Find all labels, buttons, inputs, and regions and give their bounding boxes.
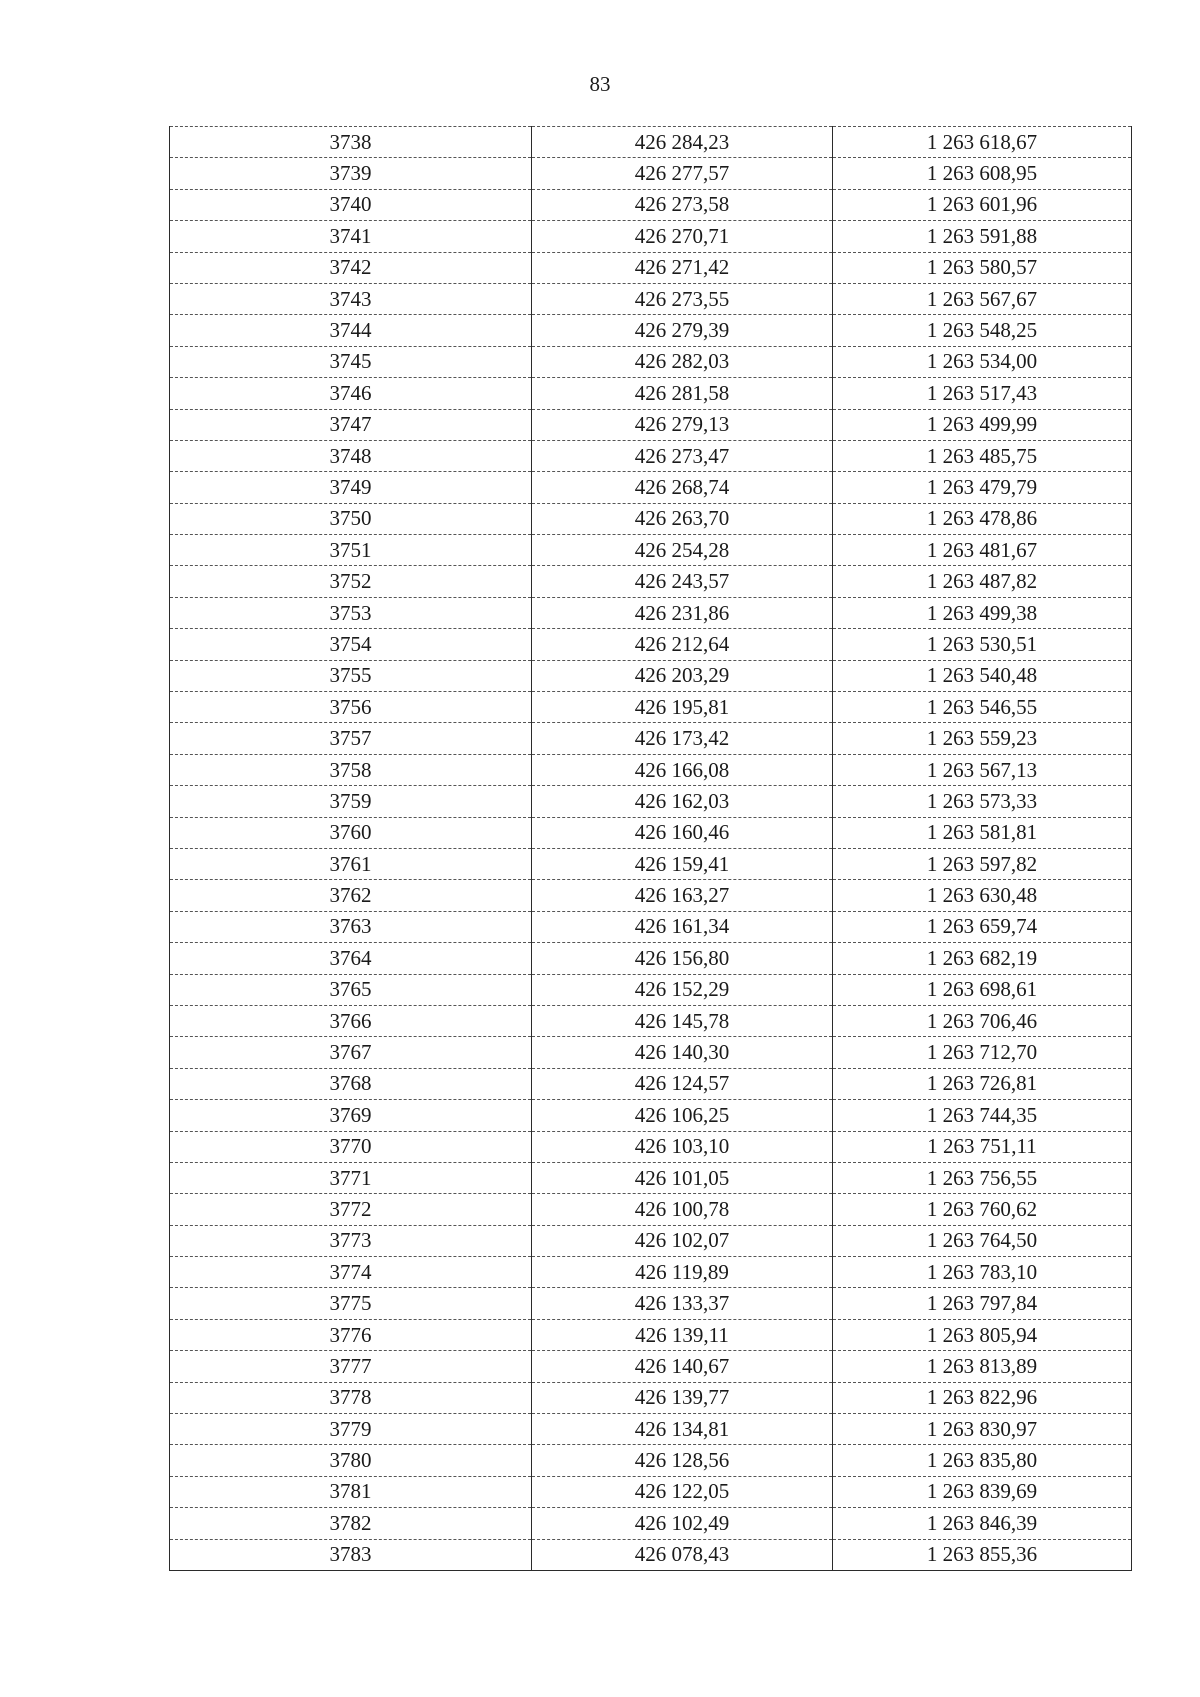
y-coordinate-cell: 1 263 630,48 [833,880,1132,911]
point-number-cell: 3740 [170,189,532,220]
y-coordinate-cell: 1 263 855,36 [833,1539,1132,1570]
point-number-cell: 3754 [170,629,532,660]
point-number-cell: 3781 [170,1476,532,1507]
x-coordinate-cell: 426 119,89 [532,1257,833,1288]
y-coordinate-cell: 1 263 601,96 [833,189,1132,220]
y-coordinate-cell: 1 263 805,94 [833,1319,1132,1350]
x-coordinate-cell: 426 078,43 [532,1539,833,1570]
y-coordinate-cell: 1 263 478,86 [833,503,1132,534]
x-coordinate-cell: 426 273,55 [532,283,833,314]
point-number-cell: 3750 [170,503,532,534]
y-coordinate-cell: 1 263 567,13 [833,754,1132,785]
point-number-cell: 3739 [170,158,532,189]
table-row [170,221,1132,252]
y-coordinate-cell: 1 263 580,57 [833,252,1132,283]
table-row [170,1476,1132,1507]
y-coordinate-cell: 1 263 499,99 [833,409,1132,440]
table-row [170,1382,1132,1413]
point-number-cell: 3773 [170,1225,532,1256]
point-number-cell: 3738 [170,127,532,158]
table-row [170,692,1132,723]
point-number-cell: 3741 [170,221,532,252]
x-coordinate-cell: 426 268,74 [532,472,833,503]
y-coordinate-cell: 1 263 567,67 [833,283,1132,314]
point-number-cell: 3783 [170,1539,532,1570]
point-number-cell: 3744 [170,315,532,346]
x-coordinate-cell: 426 203,29 [532,660,833,691]
x-coordinate-cell: 426 273,58 [532,189,833,220]
table-row [170,943,1132,974]
point-number-cell: 3765 [170,974,532,1005]
table-row [170,848,1132,879]
x-coordinate-cell: 426 284,23 [532,127,833,158]
table-row [170,1225,1132,1256]
table-row [170,1539,1132,1570]
table-row [170,660,1132,691]
x-coordinate-cell: 426 102,49 [532,1508,833,1539]
y-coordinate-cell: 1 263 517,43 [833,378,1132,409]
table-row [170,1445,1132,1476]
x-coordinate-cell: 426 156,80 [532,943,833,974]
x-coordinate-cell: 426 160,46 [532,817,833,848]
y-coordinate-cell: 1 263 764,50 [833,1225,1132,1256]
y-coordinate-cell: 1 263 846,39 [833,1508,1132,1539]
point-number-cell: 3748 [170,440,532,471]
point-number-cell: 3775 [170,1288,532,1319]
point-number-cell: 3749 [170,472,532,503]
point-number-cell: 3743 [170,283,532,314]
table-row [170,409,1132,440]
x-coordinate-cell: 426 271,42 [532,252,833,283]
point-number-cell: 3772 [170,1194,532,1225]
point-number-cell: 3745 [170,346,532,377]
y-coordinate-cell: 1 263 698,61 [833,974,1132,1005]
x-coordinate-cell: 426 166,08 [532,754,833,785]
table-row [170,1414,1132,1445]
y-coordinate-cell: 1 263 485,75 [833,440,1132,471]
point-number-cell: 3767 [170,1037,532,1068]
table-row [170,1257,1132,1288]
x-coordinate-cell: 426 282,03 [532,346,833,377]
table-row [170,1100,1132,1131]
table-row [170,315,1132,346]
point-number-cell: 3774 [170,1257,532,1288]
point-number-cell: 3769 [170,1100,532,1131]
x-coordinate-cell: 426 162,03 [532,786,833,817]
x-coordinate-cell: 426 139,11 [532,1319,833,1350]
x-coordinate-cell: 426 101,05 [532,1162,833,1193]
table-row [170,629,1132,660]
y-coordinate-cell: 1 263 597,82 [833,848,1132,879]
x-coordinate-cell: 426 103,10 [532,1131,833,1162]
x-coordinate-cell: 426 128,56 [532,1445,833,1476]
coordinates-table-body [170,127,1132,1571]
table-row [170,189,1132,220]
table-row [170,346,1132,377]
point-number-cell: 3755 [170,660,532,691]
point-number-cell: 3757 [170,723,532,754]
point-number-cell: 3764 [170,943,532,974]
point-number-cell: 3776 [170,1319,532,1350]
y-coordinate-cell: 1 263 835,80 [833,1445,1132,1476]
point-number-cell: 3756 [170,692,532,723]
point-number-cell: 3771 [170,1162,532,1193]
x-coordinate-cell: 426 133,37 [532,1288,833,1319]
point-number-cell: 3779 [170,1414,532,1445]
point-number-cell: 3751 [170,535,532,566]
y-coordinate-cell: 1 263 751,11 [833,1131,1132,1162]
x-coordinate-cell: 426 100,78 [532,1194,833,1225]
x-coordinate-cell: 426 124,57 [532,1068,833,1099]
point-number-cell: 3770 [170,1131,532,1162]
table-row [170,158,1132,189]
x-coordinate-cell: 426 173,42 [532,723,833,754]
y-coordinate-cell: 1 263 548,25 [833,315,1132,346]
y-coordinate-cell: 1 263 813,89 [833,1351,1132,1382]
y-coordinate-cell: 1 263 744,35 [833,1100,1132,1131]
x-coordinate-cell: 426 163,27 [532,880,833,911]
point-number-cell: 3763 [170,911,532,942]
x-coordinate-cell: 426 122,05 [532,1476,833,1507]
table-row [170,1162,1132,1193]
x-coordinate-cell: 426 254,28 [532,535,833,566]
x-coordinate-cell: 426 152,29 [532,974,833,1005]
point-number-cell: 3782 [170,1508,532,1539]
table-row [170,597,1132,628]
x-coordinate-cell: 426 139,77 [532,1382,833,1413]
table-row [170,472,1132,503]
point-number-cell: 3766 [170,1005,532,1036]
point-number-cell: 3762 [170,880,532,911]
point-number-cell: 3753 [170,597,532,628]
y-coordinate-cell: 1 263 760,62 [833,1194,1132,1225]
point-number-cell: 3768 [170,1068,532,1099]
y-coordinate-cell: 1 263 530,51 [833,629,1132,660]
point-number-cell: 3760 [170,817,532,848]
y-coordinate-cell: 1 263 830,97 [833,1414,1132,1445]
table-row [170,503,1132,534]
table-row [170,127,1132,158]
table-row [170,1319,1132,1350]
point-number-cell: 3747 [170,409,532,440]
y-coordinate-cell: 1 263 726,81 [833,1068,1132,1099]
x-coordinate-cell: 426 279,39 [532,315,833,346]
y-coordinate-cell: 1 263 659,74 [833,911,1132,942]
x-coordinate-cell: 426 279,13 [532,409,833,440]
point-number-cell: 3778 [170,1382,532,1413]
x-coordinate-cell: 426 263,70 [532,503,833,534]
table-row [170,723,1132,754]
y-coordinate-cell: 1 263 487,82 [833,566,1132,597]
table-row [170,566,1132,597]
y-coordinate-cell: 1 263 591,88 [833,221,1132,252]
y-coordinate-cell: 1 263 618,67 [833,127,1132,158]
y-coordinate-cell: 1 263 581,81 [833,817,1132,848]
x-coordinate-cell: 426 231,86 [532,597,833,628]
point-number-cell: 3761 [170,848,532,879]
x-coordinate-cell: 426 161,34 [532,911,833,942]
table-row [170,378,1132,409]
y-coordinate-cell: 1 263 573,33 [833,786,1132,817]
y-coordinate-cell: 1 263 783,10 [833,1257,1132,1288]
y-coordinate-cell: 1 263 682,19 [833,943,1132,974]
x-coordinate-cell: 426 140,30 [532,1037,833,1068]
x-coordinate-cell: 426 145,78 [532,1005,833,1036]
x-coordinate-cell: 426 159,41 [532,848,833,879]
table-row [170,1508,1132,1539]
x-coordinate-cell: 426 134,81 [532,1414,833,1445]
x-coordinate-cell: 426 106,25 [532,1100,833,1131]
table-row [170,1288,1132,1319]
table-row [170,1005,1132,1036]
y-coordinate-cell: 1 263 756,55 [833,1162,1132,1193]
coordinates-table [169,126,1132,1571]
point-number-cell: 3777 [170,1351,532,1382]
y-coordinate-cell: 1 263 706,46 [833,1005,1132,1036]
y-coordinate-cell: 1 263 712,70 [833,1037,1132,1068]
table-row [170,1194,1132,1225]
table-row [170,440,1132,471]
y-coordinate-cell: 1 263 481,67 [833,535,1132,566]
y-coordinate-cell: 1 263 540,48 [833,660,1132,691]
point-number-cell: 3758 [170,754,532,785]
point-number-cell: 3742 [170,252,532,283]
y-coordinate-cell: 1 263 608,95 [833,158,1132,189]
table-row [170,911,1132,942]
table-row [170,880,1132,911]
point-number-cell: 3752 [170,566,532,597]
table-row [170,974,1132,1005]
x-coordinate-cell: 426 273,47 [532,440,833,471]
table-row [170,1131,1132,1162]
y-coordinate-cell: 1 263 546,55 [833,692,1132,723]
table-row [170,283,1132,314]
x-coordinate-cell: 426 195,81 [532,692,833,723]
y-coordinate-cell: 1 263 559,23 [833,723,1132,754]
y-coordinate-cell: 1 263 479,79 [833,472,1132,503]
x-coordinate-cell: 426 243,57 [532,566,833,597]
y-coordinate-cell: 1 263 839,69 [833,1476,1132,1507]
page-number: 83 [589,72,611,96]
y-coordinate-cell: 1 263 499,38 [833,597,1132,628]
table-row [170,1068,1132,1099]
x-coordinate-cell: 426 281,58 [532,378,833,409]
x-coordinate-cell: 426 277,57 [532,158,833,189]
point-number-cell: 3759 [170,786,532,817]
x-coordinate-cell: 426 140,67 [532,1351,833,1382]
point-number-cell: 3746 [170,378,532,409]
table-row [170,786,1132,817]
point-number-cell: 3780 [170,1445,532,1476]
x-coordinate-cell: 426 102,07 [532,1225,833,1256]
table-row [170,535,1132,566]
table-row [170,252,1132,283]
table-row [170,817,1132,848]
x-coordinate-cell: 426 212,64 [532,629,833,660]
y-coordinate-cell: 1 263 534,00 [833,346,1132,377]
y-coordinate-cell: 1 263 822,96 [833,1382,1132,1413]
table-row [170,1037,1132,1068]
table-row [170,754,1132,785]
x-coordinate-cell: 426 270,71 [532,221,833,252]
table-row [170,1351,1132,1382]
y-coordinate-cell: 1 263 797,84 [833,1288,1132,1319]
